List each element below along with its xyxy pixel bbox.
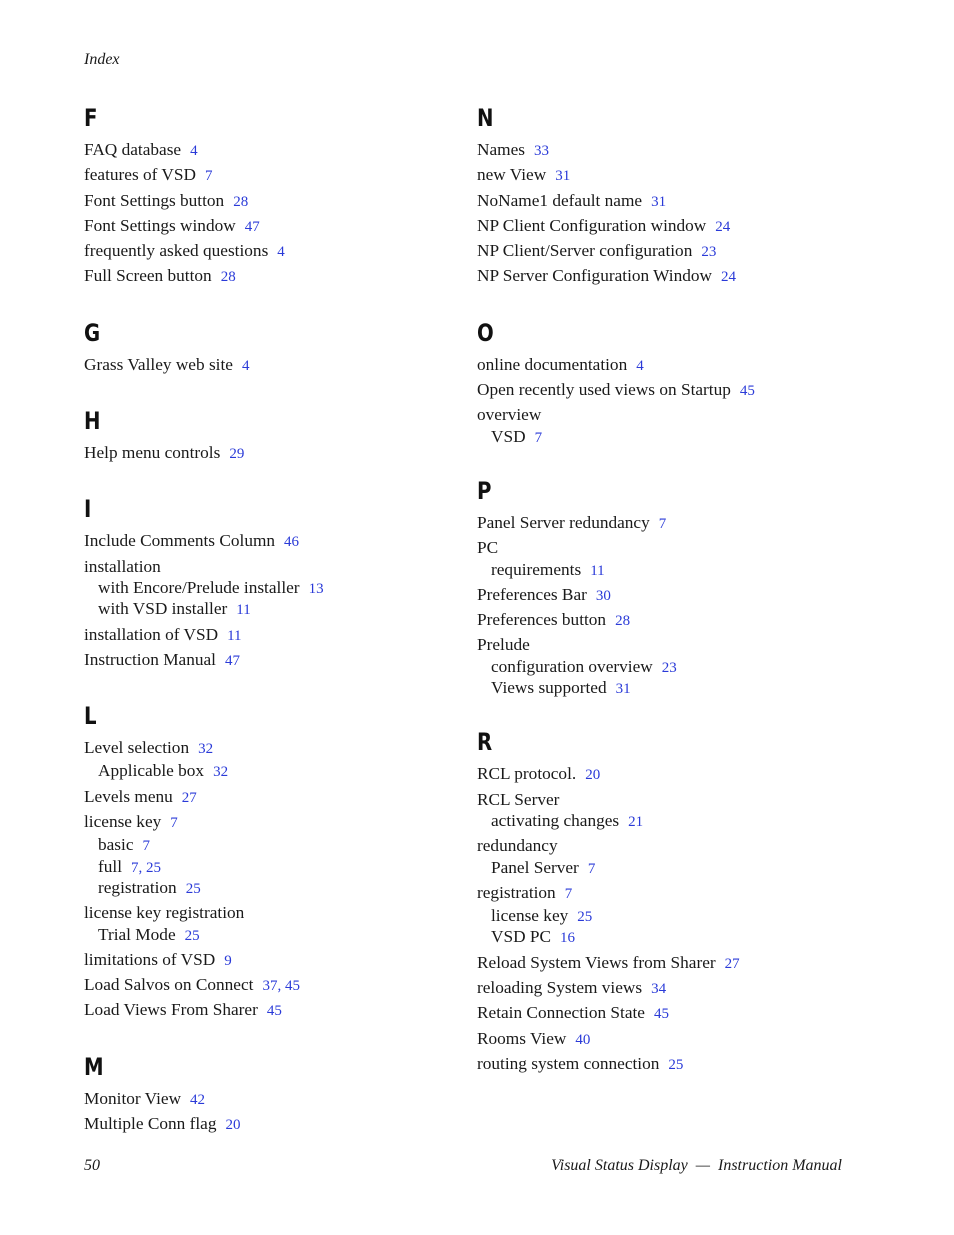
- entry-term: redundancy: [477, 836, 558, 856]
- entry-term: Multiple Conn flag: [84, 1114, 217, 1134]
- page-refs: [182, 787, 197, 806]
- index-subentry: [84, 599, 484, 620]
- page-refs: [229, 443, 244, 462]
- index-subentry: [477, 811, 877, 832]
- page-link[interactable]: 24: [720, 269, 736, 286]
- index-entry: [84, 623, 484, 648]
- entry-term: Views supported: [491, 678, 607, 698]
- entry-term: Full Screen button: [84, 266, 212, 286]
- page-refs: [198, 738, 213, 757]
- index-section-l: [84, 700, 484, 1024]
- footer-doc-title: Visual Status Display: [551, 1157, 688, 1174]
- page-refs: [221, 266, 236, 285]
- section-letter: H: [84, 407, 101, 436]
- page-refs: [560, 927, 575, 946]
- index-entry: [84, 901, 484, 924]
- page-link[interactable]: 40: [575, 1031, 591, 1048]
- page-refs: [143, 835, 151, 854]
- entry-term: Open recently used views on Startup: [477, 380, 731, 400]
- index-entry: [477, 788, 877, 811]
- page-link[interactable]: 7: [204, 168, 213, 185]
- page-link[interactable]: 37: [262, 978, 278, 995]
- page-refs: [227, 625, 241, 644]
- page-link[interactable]: 20: [225, 1117, 241, 1134]
- index-section-i: [84, 493, 484, 673]
- entry-term: Levels menu: [84, 786, 173, 806]
- page-link[interactable]: 9: [224, 952, 232, 969]
- page-refs: [721, 266, 736, 285]
- page-refs: [242, 355, 250, 374]
- entry-term: Reload System Views from Sharer: [477, 952, 716, 972]
- index-section-r: [477, 726, 877, 1077]
- page-refs: [725, 953, 740, 972]
- entry-term: Preferences Bar: [477, 584, 587, 604]
- footer-dash: —: [695, 1157, 710, 1174]
- entry-term: frequently asked questions: [84, 241, 269, 261]
- index-entry: [477, 951, 877, 976]
- index-entry: [477, 511, 877, 536]
- page-link[interactable]: 30: [595, 587, 611, 604]
- page-link[interactable]: 28: [220, 269, 236, 286]
- index-entry: [477, 378, 877, 403]
- entry-term: FAQ database: [84, 140, 182, 159]
- page-number: 50: [84, 1157, 100, 1174]
- entry-term: Level selection: [84, 738, 190, 758]
- page-separator: ,: [277, 978, 285, 995]
- page-refs: [588, 858, 596, 877]
- page-link[interactable]: 11: [590, 562, 605, 579]
- index-entry: [84, 973, 484, 998]
- entry-term: full: [98, 856, 122, 876]
- section-letter: L: [84, 702, 97, 731]
- index-entry: [477, 1027, 877, 1052]
- page-refs: [636, 355, 644, 374]
- page-link[interactable]: 47: [224, 652, 240, 669]
- page-link[interactable]: 33: [534, 143, 549, 159]
- section-letter: F: [84, 104, 98, 132]
- page-refs: [654, 1003, 669, 1022]
- page-link[interactable]: 13: [308, 580, 324, 597]
- page-refs: [590, 560, 604, 579]
- page-link[interactable]: 46: [284, 534, 300, 551]
- page-refs: [615, 610, 630, 629]
- index-entry: [477, 834, 877, 857]
- entry-term: Load Salvos on Connect: [84, 975, 254, 995]
- index-entry: [477, 1001, 877, 1026]
- page-link[interactable]: 23: [701, 244, 717, 261]
- page-link[interactable]: 11: [227, 627, 242, 644]
- page-refs: [715, 216, 730, 235]
- index-entry: [477, 189, 877, 214]
- page-link[interactable]: 32: [213, 764, 229, 781]
- entry-term: activating changes: [491, 810, 620, 830]
- index-entry: [477, 881, 877, 906]
- page-refs: [577, 906, 592, 925]
- index-entry: [477, 138, 877, 163]
- index-entry: [477, 536, 877, 559]
- page-refs: [267, 1000, 282, 1019]
- page-link[interactable]: 32: [198, 741, 214, 758]
- index-entry: [84, 1087, 484, 1112]
- index-entry: [477, 264, 877, 289]
- index-entry: [477, 214, 877, 239]
- page-refs: [236, 599, 250, 618]
- page-refs: [284, 531, 299, 550]
- entry-term: registration: [477, 882, 556, 902]
- entry-term: with Encore/Prelude installer: [98, 577, 300, 597]
- page-link[interactable]: 27: [724, 955, 740, 972]
- page-link[interactable]: 31: [651, 193, 667, 210]
- index-entry: [477, 976, 877, 1001]
- page-link[interactable]: 31: [555, 168, 571, 185]
- entry-term: Retain Connection State: [477, 1003, 645, 1023]
- section-letter: M: [84, 1052, 104, 1081]
- page-refs: [575, 1029, 590, 1048]
- index-subentry: [477, 858, 877, 879]
- entry-term: Rooms View: [477, 1028, 567, 1048]
- index-entry: [84, 189, 484, 214]
- index-entry: [84, 810, 484, 835]
- page-link[interactable]: 31: [615, 681, 631, 698]
- page-refs: [190, 140, 198, 159]
- index-subentry: [84, 761, 484, 782]
- entry-term: VSD PC: [491, 927, 552, 947]
- entry-term: basic: [98, 835, 134, 855]
- page-refs: [535, 427, 543, 446]
- index-entry: [477, 1052, 877, 1077]
- index-entry: [84, 163, 484, 188]
- index-entry: [477, 633, 877, 656]
- page-refs: [213, 761, 228, 780]
- page-link[interactable]: 28: [233, 193, 249, 210]
- entry-term: RCL Server: [477, 789, 560, 809]
- page-refs: [309, 578, 324, 597]
- page-link[interactable]: 7: [534, 429, 543, 446]
- page-link[interactable]: 29: [229, 446, 245, 463]
- index-entry: [84, 998, 484, 1023]
- page-refs: [190, 1089, 205, 1108]
- page-link[interactable]: 45: [266, 1003, 282, 1020]
- page-refs: [596, 585, 611, 604]
- entry-term: new View: [477, 165, 547, 185]
- page-link[interactable]: 7: [587, 860, 596, 877]
- page-refs: [651, 191, 666, 210]
- index-entry: [477, 239, 877, 264]
- entry-term: Include Comments Column: [84, 531, 276, 551]
- entry-term: features of VSD: [84, 165, 196, 185]
- page-link[interactable]: 4: [241, 357, 250, 374]
- page-link[interactable]: 7: [658, 515, 667, 532]
- index-section-n: [477, 102, 877, 290]
- page-link[interactable]: 28: [615, 613, 631, 630]
- entry-term: RCL protocol.: [477, 764, 577, 784]
- index-subentry: [477, 678, 877, 699]
- footer-title: [551, 1157, 842, 1175]
- page-refs: [651, 978, 666, 997]
- page-link[interactable]: 25: [146, 859, 161, 876]
- entry-term: Applicable box: [98, 761, 205, 781]
- page-link[interactable]: 7: [564, 885, 573, 902]
- page-refs: [659, 513, 667, 532]
- page-refs: [565, 883, 573, 902]
- index-entry: [84, 239, 484, 264]
- page-link[interactable]: 23: [661, 659, 677, 676]
- index-subentry: [84, 578, 484, 599]
- entry-term: Instruction Manual: [84, 649, 216, 669]
- page-refs: [534, 140, 549, 159]
- index-entry: [477, 353, 877, 378]
- index-subentry: [84, 878, 484, 899]
- page-refs: [185, 925, 200, 944]
- page-link[interactable]: 7: [170, 815, 178, 832]
- entry-term: limitations of VSD: [84, 949, 216, 969]
- index-subentry: [477, 657, 877, 678]
- section-letter: P: [477, 476, 492, 505]
- page-refs: [225, 650, 240, 669]
- page-link[interactable]: 4: [190, 143, 198, 159]
- page-link[interactable]: 4: [636, 357, 644, 374]
- entry-term: Font Settings button: [84, 190, 225, 210]
- index-entry: [84, 948, 484, 973]
- entry-term: PC: [477, 538, 499, 558]
- index-column-right: [477, 102, 877, 1104]
- page-refs: [233, 191, 248, 210]
- page-link[interactable]: 4: [277, 244, 285, 261]
- index-entry: [477, 762, 877, 787]
- page-refs: [170, 812, 178, 831]
- page-refs: [245, 216, 260, 235]
- entry-term: installation: [84, 556, 161, 576]
- page-refs: [205, 165, 213, 184]
- entry-term: NoName1 default name: [477, 190, 643, 210]
- index-entry: [84, 555, 484, 578]
- index-entry: [477, 583, 877, 608]
- entry-term: Load Views From Sharer: [84, 1000, 258, 1020]
- index-entry: [84, 1112, 484, 1137]
- index-section-h: [84, 405, 484, 466]
- page-link[interactable]: 45: [739, 383, 755, 400]
- page-link[interactable]: 24: [715, 218, 731, 235]
- page-refs: [662, 657, 677, 676]
- page-link[interactable]: 45: [653, 1006, 669, 1023]
- entry-term: Preferences button: [477, 610, 607, 630]
- page-refs: [628, 811, 643, 830]
- index-column-left: [84, 102, 484, 1164]
- index-subentry: [477, 906, 877, 927]
- entry-term: NP Client Configuration window: [477, 215, 707, 235]
- entry-term: license key: [491, 906, 569, 926]
- page-refs: [585, 764, 600, 783]
- entry-term: with VSD installer: [98, 599, 228, 619]
- index-section-f: [84, 102, 484, 290]
- entry-term: Panel Server redundancy: [477, 512, 650, 532]
- entry-term: Prelude: [477, 635, 530, 655]
- index-subentry: [84, 857, 484, 878]
- index-entry: [84, 529, 484, 554]
- index-section-p: [477, 475, 877, 699]
- entry-term: Grass Valley web site: [84, 354, 233, 374]
- entry-term: configuration overview: [491, 656, 653, 676]
- entry-term: license key registration: [84, 903, 245, 923]
- section-letter: R: [477, 728, 493, 757]
- page-refs: [131, 857, 161, 876]
- index-subentry: [477, 560, 877, 581]
- entry-term: NP Client/Server configuration: [477, 241, 693, 261]
- index-entry: [84, 264, 484, 289]
- section-letter: N: [477, 104, 494, 132]
- index-subentry: [84, 925, 484, 946]
- page-separator: ,: [138, 859, 146, 876]
- footer-doc-subtitle: Instruction Manual: [718, 1157, 842, 1174]
- index-entry: [84, 214, 484, 239]
- page-link[interactable]: 27: [181, 789, 197, 806]
- section-letter: I: [84, 495, 92, 524]
- index-entry: [84, 353, 484, 378]
- index-entry: [477, 608, 877, 633]
- index-section-o: [477, 317, 877, 448]
- page-refs: [224, 950, 232, 969]
- page-link[interactable]: 47: [244, 218, 260, 235]
- index-entry: [477, 163, 877, 188]
- page-link[interactable]: 7: [131, 859, 139, 876]
- entry-term: routing system connection: [477, 1053, 660, 1073]
- page-refs: [616, 678, 631, 697]
- index-entry: [84, 648, 484, 673]
- page-link[interactable]: 25: [184, 927, 200, 944]
- page-refs: [555, 165, 570, 184]
- entry-term: online documentation: [477, 354, 628, 374]
- section-letter: O: [477, 318, 494, 347]
- entry-term: Trial Mode: [98, 924, 176, 944]
- index-entry: [84, 441, 484, 466]
- page-link[interactable]: 20: [585, 767, 601, 784]
- entry-term: Monitor View: [84, 1088, 182, 1108]
- entry-term: NP Server Configuration Window: [477, 266, 712, 286]
- index-entry: [84, 785, 484, 810]
- page-refs: [225, 1114, 240, 1133]
- page-link[interactable]: 34: [651, 981, 667, 998]
- page-refs: [186, 878, 201, 897]
- index-subentry: [477, 927, 877, 948]
- entry-term: VSD: [491, 426, 526, 446]
- page-link[interactable]: 21: [628, 813, 644, 830]
- index-entry: [477, 403, 877, 426]
- entry-term: Names: [477, 140, 525, 159]
- entry-term: Font Settings window: [84, 215, 236, 235]
- entry-term: reloading System views: [477, 978, 643, 998]
- index-entry: [84, 138, 484, 163]
- entry-term: Panel Server: [491, 857, 579, 877]
- index-entry: [84, 736, 484, 761]
- entry-term: Help menu controls: [84, 443, 221, 463]
- page-link[interactable]: 45: [284, 978, 300, 995]
- page-link[interactable]: 25: [577, 909, 593, 926]
- page-refs: [701, 241, 716, 260]
- page-link[interactable]: 7: [142, 838, 151, 855]
- running-header: Index: [84, 51, 120, 68]
- page-refs: [262, 975, 300, 994]
- index-section-m: [84, 1051, 484, 1138]
- page-link[interactable]: 25: [185, 880, 201, 897]
- page-refs: [277, 241, 285, 260]
- page-link[interactable]: 25: [668, 1056, 684, 1073]
- entry-term: overview: [477, 405, 542, 425]
- index-subentry: [84, 835, 484, 856]
- page-refs: [668, 1054, 683, 1073]
- section-letter: G: [84, 318, 101, 347]
- entry-term: registration: [98, 877, 177, 897]
- entry-term: license key: [84, 812, 162, 832]
- page-link[interactable]: 11: [236, 602, 251, 619]
- entry-term: requirements: [491, 559, 582, 579]
- index-section-g: [84, 317, 484, 378]
- index-subentry: [477, 427, 877, 448]
- page-refs: [740, 380, 755, 399]
- entry-term: installation of VSD: [84, 624, 219, 644]
- page-link[interactable]: 42: [190, 1091, 206, 1108]
- page-link[interactable]: 16: [560, 930, 576, 947]
